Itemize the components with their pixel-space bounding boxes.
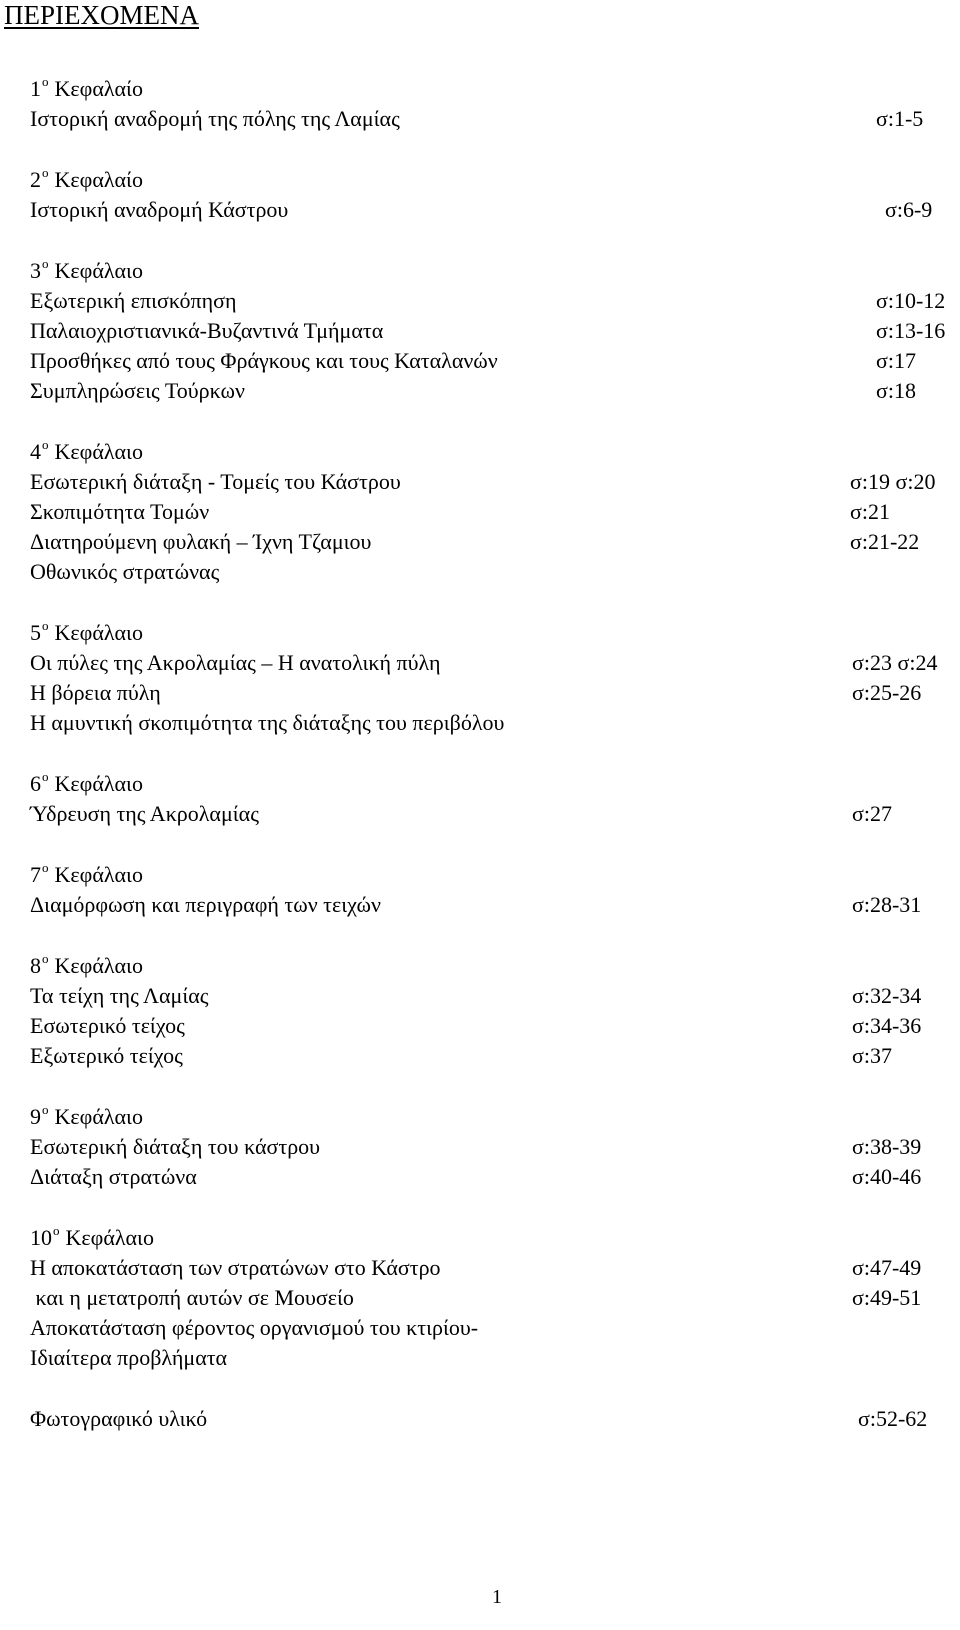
chapter-number: 4 xyxy=(30,439,41,464)
toc-entry xyxy=(30,708,960,738)
toc-entry-text: Εξωτερικό τείχος xyxy=(30,1043,183,1068)
chapter-heading-7 xyxy=(30,860,960,890)
chapter-heading-8 xyxy=(30,951,960,981)
toc-entry-page: σ:6-9 xyxy=(885,197,933,222)
chapter-label: Κεφάλαιο xyxy=(54,620,143,645)
toc-entry-page: σ:17 xyxy=(876,348,916,373)
toc-entry-page: σ:19 σ:20 xyxy=(850,469,936,494)
toc-entry-text: Σκοπιμότητα Τομών xyxy=(30,499,210,524)
toc-entry-text: Τα τείχη της Λαμίας xyxy=(30,983,209,1008)
ordinal-suffix: ο xyxy=(42,74,49,89)
chapter-label: Κεφάλαιο xyxy=(54,771,143,796)
page-title: ΠΕΡΙΕΧΟΜΕΝΑ xyxy=(4,0,199,30)
toc-entry-page: σ:52-62 xyxy=(858,1406,928,1431)
chapter-number: 7 xyxy=(30,862,41,887)
chapter-heading-3 xyxy=(30,256,960,286)
toc-entry-text: Διάταξη στρατώνα xyxy=(30,1164,197,1189)
toc-entry xyxy=(30,467,960,497)
toc-entry-text: Προσθήκες από τους Φράγκους και τους Καταλανών xyxy=(30,348,498,373)
toc-entry-text: Εξωτερική επισκόπηση xyxy=(30,288,237,313)
toc-entry-text: Διαμόρφωση και περιγραφή των τειχών xyxy=(30,892,381,917)
toc-entry-page: σ:32-34 xyxy=(852,983,922,1008)
toc-entry-text: Διατηρούμενη φυλακή – Ίχνη Τζαμιου xyxy=(30,529,372,554)
chapter-heading-10 xyxy=(30,1223,960,1253)
chapter-label: Κεφάλαιο xyxy=(54,1104,143,1129)
toc-entry-text: Ιστορική αναδρομή της πόλης της Λαμίας xyxy=(30,106,400,131)
toc-entry-text: Παλαιοχριστιανικά-Βυζαντινά Τμήματα xyxy=(30,318,384,343)
chapter-number: 3 xyxy=(30,258,41,283)
toc-entry xyxy=(30,1011,960,1041)
toc-entry-text: και η μετατροπή αυτών σε Μουσείο xyxy=(30,1285,354,1310)
toc-entry-text: Συμπληρώσεις Τούρκων xyxy=(30,378,245,403)
page-number: 1 xyxy=(492,1586,502,1608)
toc-entry-page: σ:21 xyxy=(850,499,890,524)
toc-entry xyxy=(30,1162,960,1192)
toc-entry-page: σ:27 xyxy=(852,801,892,826)
chapter-heading-2 xyxy=(30,165,960,195)
toc-entry-photographic-material xyxy=(30,1404,960,1434)
ordinal-suffix: ο xyxy=(42,618,49,633)
toc-entry-text: Αποκατάσταση φέροντος οργανισμού του κτιρίου- xyxy=(30,1315,479,1340)
chapter-heading-4 xyxy=(30,437,960,467)
toc-entry-page: σ:34-36 xyxy=(852,1013,922,1038)
chapter-heading-1 xyxy=(30,74,960,104)
ordinal-suffix: ο xyxy=(42,951,49,966)
toc-entry-page: σ:18 xyxy=(876,378,916,403)
toc-entry xyxy=(30,497,960,527)
toc-entry-text: Ιστορική αναδρομή Κάστρου xyxy=(30,197,289,222)
toc-entry xyxy=(30,1313,960,1343)
toc-entry-page: σ:1-5 xyxy=(876,106,924,131)
chapter-heading-6 xyxy=(30,769,960,799)
toc-entry-page: σ:21-22 xyxy=(850,529,920,554)
chapter-label: Κεφάλαιο xyxy=(54,258,143,283)
toc-entry-page: σ:23 σ:24 xyxy=(852,650,938,675)
toc-entry xyxy=(30,1132,960,1162)
toc-entry xyxy=(30,376,960,406)
toc-entry-page: σ:38-39 xyxy=(852,1134,922,1159)
chapter-label: Κεφάλαιο xyxy=(54,862,143,887)
ordinal-suffix: ο xyxy=(42,256,49,271)
chapter-number: 8 xyxy=(30,953,41,978)
toc-entry xyxy=(30,678,960,708)
ordinal-suffix: ο xyxy=(42,860,49,875)
chapter-label: Κεφαλαίο xyxy=(54,76,143,101)
toc-entry xyxy=(30,104,960,134)
toc-entry xyxy=(30,286,960,316)
chapter-label: Κεφάλαιο xyxy=(54,439,143,464)
ordinal-suffix: ο xyxy=(42,1102,49,1117)
toc-entry-text: Οθωνικός στρατώνας xyxy=(30,559,220,584)
ordinal-suffix: ο xyxy=(42,769,49,784)
chapter-number: 5 xyxy=(30,620,41,645)
toc-entry-page: σ:13-16 xyxy=(876,318,946,343)
toc-entry-text: Ύδρευση της Ακρολαμίας xyxy=(30,801,259,826)
chapter-number: 6 xyxy=(30,771,41,796)
toc-entry xyxy=(30,1253,960,1283)
toc-entry xyxy=(30,316,960,346)
toc-entry-page: σ:47-49 xyxy=(852,1255,922,1280)
chapter-number: 9 xyxy=(30,1104,41,1129)
toc-entry xyxy=(30,799,960,829)
toc-entry xyxy=(30,890,960,920)
toc-entry xyxy=(30,1283,960,1313)
toc-entry xyxy=(30,195,960,225)
toc-entry xyxy=(30,346,960,376)
toc-entry-text: Εσωτερική διάταξη του κάστρου xyxy=(30,1134,321,1159)
toc-entry xyxy=(30,981,960,1011)
toc-entry-text: Η αποκατάσταση των στρατώνων στο Κάστρο xyxy=(30,1255,441,1280)
ordinal-suffix: ο xyxy=(53,1223,60,1238)
toc-entry-text: Ιδιαίτερα προβλήματα xyxy=(30,1345,228,1370)
toc-entry xyxy=(30,1041,960,1071)
chapter-number: 2 xyxy=(30,167,41,192)
toc-entry-page: σ:40-46 xyxy=(852,1164,922,1189)
toc-entry-page: σ:10-12 xyxy=(876,288,946,313)
toc-entry-page: σ:49-51 xyxy=(852,1285,922,1310)
toc-entry xyxy=(30,527,960,557)
chapter-label: Κεφάλαιο xyxy=(54,953,143,978)
toc-entry xyxy=(30,1343,960,1373)
toc-entry xyxy=(30,648,960,678)
chapter-label: Κεφαλαίο xyxy=(54,167,143,192)
ordinal-suffix: ο xyxy=(42,437,49,452)
chapter-number: 10 xyxy=(30,1225,52,1250)
toc-entry xyxy=(30,557,960,587)
toc-entry-text: Η αμυντική σκοπιμότητα της διάταξης του περιβόλου xyxy=(30,710,505,735)
toc-entry-page: σ:37 xyxy=(852,1043,892,1068)
toc-entry-text: Εσωτερικό τείχος xyxy=(30,1013,185,1038)
toc-entry-text: Εσωτερική διάταξη - Τομείς του Κάστρου xyxy=(30,469,401,494)
toc-entry-page: σ:28-31 xyxy=(852,892,922,917)
chapter-number: 1 xyxy=(30,76,41,101)
chapter-label: Κεφάλαιο xyxy=(65,1225,154,1250)
chapter-heading-9 xyxy=(30,1102,960,1132)
chapter-heading-5 xyxy=(30,618,960,648)
toc-entry-text: Φωτογραφικό υλικό xyxy=(30,1406,208,1431)
ordinal-suffix: ο xyxy=(42,165,49,180)
toc-entry-page: σ:25-26 xyxy=(852,680,922,705)
toc-entry-text: Η βόρεια πύλη xyxy=(30,680,161,705)
toc-entry-text: Οι πύλες της Ακρολαμίας – Η ανατολική πύλη xyxy=(30,650,441,675)
